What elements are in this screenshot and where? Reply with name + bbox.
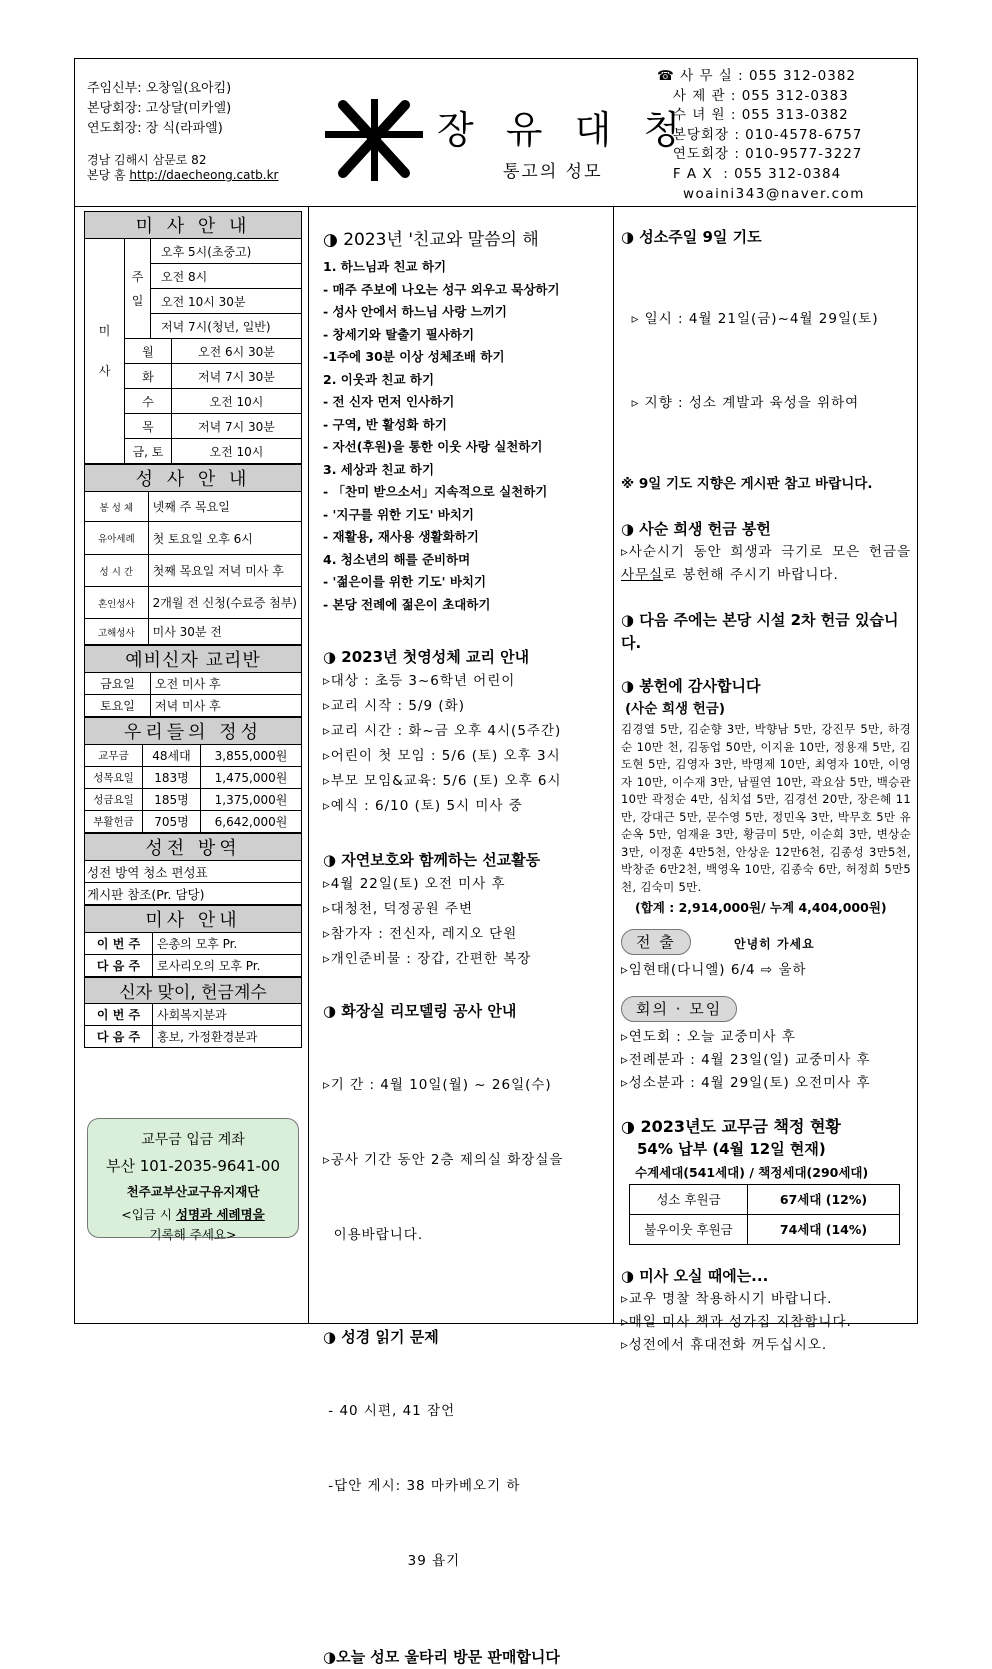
- mass-schedule-table: [84, 211, 302, 464]
- list-item: ▹기 간 : 4월 10일(월) ~ 26일(수): [323, 1077, 552, 1093]
- offering-table: [84, 717, 302, 833]
- bible-quiz-list: [323, 1349, 613, 1624]
- transfer-item: ▹임현태(다니엘) 6/4 ⇨ 울하: [621, 962, 807, 978]
- week-label: 다 음 주: [85, 1026, 153, 1048]
- offering-label: 성금요일: [85, 789, 143, 811]
- bible-quiz-title: ◑ 성경 읽기 문제: [323, 1328, 439, 1346]
- account-holder: 천주교부산교구유지재단: [126, 1184, 260, 1199]
- list-item: - 재활용, 재사용 생활화하기: [323, 529, 479, 544]
- sacrament-table: [84, 464, 302, 645]
- list-item: 2. 이웃과 친교 하기: [323, 371, 435, 387]
- sunday-mass-time: 저녁 7시(청년, 일반): [151, 314, 302, 339]
- contact-fax: F A X : 055 312-0384: [657, 165, 842, 182]
- list-item: - 매주 주보에 나오는 성구 외우고 묵상하기: [323, 281, 560, 297]
- catechumen-day: 토요일: [85, 695, 151, 717]
- sacrament-label: 성 시 간: [85, 555, 149, 587]
- list-item: ▹연도회 : 오늘 교중미사 후: [621, 1029, 796, 1045]
- bulletin-page: [74, 58, 918, 1666]
- contact-list: [657, 67, 865, 204]
- list-item: ▹성소분과 : 4월 29일(토) 오전미사 후: [621, 1075, 871, 1091]
- section-heading: 우리들의 정성: [85, 718, 302, 745]
- fund-label: 불우이웃 후원금: [630, 1215, 748, 1245]
- offering-count: 705명: [143, 811, 201, 833]
- fund-label: 성소 후원금: [630, 1185, 748, 1215]
- list-item: 4. 청소년의 해를 준비하며: [323, 551, 471, 567]
- weekday-time: 오전 6시 30분: [171, 339, 301, 364]
- sale-notice: ◑오늘 성모 울타리 방문 판매합니다: [323, 1648, 560, 1666]
- list-item: ▹매일 미사 책과 성가집 지참합니다.: [621, 1314, 852, 1330]
- sacrament-label: 혼인성사: [85, 587, 149, 619]
- sunday-mass-time: 오전 8시: [151, 264, 302, 289]
- list-item: ▹어린이 첫 모임 : 5/6 (토) 오후 3시: [323, 748, 561, 764]
- transfer-header: [621, 929, 911, 959]
- home-label: 본당 홈: [87, 168, 126, 182]
- list-item: ▹ 지향 : 성소 계발과 육성을 위하여: [621, 395, 860, 411]
- dues-households: 수계세대(541세대) / 책정세대(290세대): [635, 1165, 869, 1180]
- contact-rectory: 사 제 관 : 055 312-0383: [657, 87, 849, 104]
- sacrament-value: 첫째 목요일 저녁 미사 후: [148, 555, 301, 587]
- list-item: ▹ 일시 : 4월 21일(금)~4월 29일(토): [621, 311, 879, 327]
- next-collection-notice: ◑ 다음 주에는 본당 시설 2차 헌금 있습니다.: [621, 611, 899, 652]
- header: [75, 59, 916, 207]
- year-theme-list: [323, 256, 613, 616]
- vocation-novena-title: ◑ 성소주일 9일 기도: [621, 228, 762, 246]
- restroom-title: ◑ 화장실 리모델링 공사 안내: [323, 1002, 517, 1020]
- middle-column: [323, 229, 613, 1669]
- list-item: 1. 하느님과 친교 하기: [323, 259, 447, 274]
- sunday-mass-time: 오후 5시(초중고): [151, 239, 302, 264]
- list-item: - 성사 안에서 하느님 사랑 느끼기: [323, 304, 507, 319]
- sacrament-value: 넷째 주 목요일: [148, 492, 301, 522]
- catechumen-table: [84, 645, 302, 717]
- week-label: 이 번 주: [85, 933, 153, 955]
- weekday-label: 금, 토: [125, 439, 172, 464]
- lent-offering-title: ◑ 사순 희생 헌금 봉헌: [621, 520, 771, 538]
- account-title: 교무금 입금 계좌: [141, 1132, 245, 1148]
- section-heading: 미사 안내: [85, 906, 302, 933]
- section-heading: 성전 방역: [85, 834, 302, 861]
- list-item: - 「찬미 받으소서」지속적으로 실천하기: [323, 484, 548, 499]
- weekday-time: 저녁 7시 30분: [171, 414, 301, 439]
- list-item: - '지구를 위한 기도' 바치기: [323, 506, 474, 522]
- list-item: - '젊은이를 위한 기도' 바치기: [323, 574, 487, 589]
- restroom-list: [323, 1023, 613, 1298]
- list-item: ▹공사 기간 동안 2층 제의실 화장실을: [323, 1152, 564, 1168]
- list-item: - 창세기와 탈출기 필사하기: [323, 326, 475, 342]
- vocation-novena-list: [621, 249, 911, 473]
- contact-office: ☎ 사 무 실 : 055 312-0382: [657, 68, 856, 84]
- week-label: 다 음 주: [85, 955, 153, 977]
- contact-memorial: 연도회장 : 010-9577-3227: [657, 146, 863, 163]
- thanks-subtitle: (사순 희생 헌금): [625, 701, 725, 717]
- offering-amount: 1,475,000원: [201, 767, 302, 789]
- dues-title: ◑ 2023년도 교무금 책정 현황: [621, 1117, 841, 1136]
- list-item: ▹교리 시간 : 화~금 오후 4시(5주간): [323, 723, 562, 739]
- transfer-pill: 전 출: [621, 929, 691, 955]
- list-item: - 구역, 반 활성화 하기: [323, 416, 447, 432]
- right-column: [621, 226, 911, 1357]
- greeter-value: 사회복지분과: [153, 1004, 302, 1026]
- meeting-list: [621, 1026, 911, 1095]
- nature-mission-title: ◑ 자연보호와 함께하는 선교활동: [323, 851, 541, 869]
- farewell-text: 안녕히 가세요: [734, 937, 815, 951]
- greeter-table: [84, 977, 302, 1048]
- weekday-time: 저녁 7시 30분: [171, 364, 301, 389]
- catechumen-time: 오전 미사 후: [151, 673, 302, 695]
- list-item: ▹교우 명찰 착용하시기 바랍니다.: [621, 1291, 833, 1307]
- section-heading: 신자 맞이, 헌금계수: [85, 978, 302, 1004]
- section-heading: 예비신자 교리반: [85, 646, 302, 673]
- account-number: 부산 101-2035-9641-00: [105, 1157, 281, 1175]
- sacrament-value: 미사 30분 전: [148, 619, 301, 645]
- cross-logo-icon: [325, 95, 423, 183]
- list-item: ▹교리 시작 : 5/9 (화): [323, 698, 465, 714]
- offering-label: 성목요일: [85, 767, 143, 789]
- parish-subtitle: 통고의 성모: [503, 162, 603, 182]
- thanks-title: ◑ 봉헌에 감사합니다: [621, 677, 761, 695]
- mass-etiquette-list: [621, 1288, 911, 1357]
- account-note: <입금 시 성명과 세례명을 기록해 주세요>: [121, 1207, 265, 1242]
- weekday-time: 오전 10시: [171, 389, 301, 414]
- offering-count: 48세대: [143, 745, 201, 767]
- list-item: 3. 세상과 친교 하기: [323, 461, 435, 477]
- column-divider: [613, 207, 614, 1323]
- disinfection-table: [84, 833, 302, 905]
- list-item: 이용바랍니다.: [323, 1227, 424, 1243]
- lent-offering-text: ▹사순시기 동안 희생과 극기로 모은 헌금을 사무실로 봉헌해 주시기 바랍니다.: [621, 544, 911, 583]
- first-communion-list: [323, 669, 613, 819]
- contact-email[interactable]: woaini343@naver.com: [683, 185, 865, 202]
- fund-value: 67세대 (12%): [748, 1185, 900, 1215]
- account-box: [87, 1118, 299, 1242]
- list-item: - 전 신자 먼저 인사하기: [323, 394, 455, 409]
- disinfection-line: 게시판 참조(Pr. 담당): [85, 883, 302, 905]
- list-item: - 자선(후원)을 통한 이웃 사랑 실천하기: [323, 439, 543, 454]
- home-link[interactable]: http://daecheong.catb.kr: [129, 168, 279, 182]
- list-item: ▹전례분과 : 4월 23일(일) 교중미사 후: [621, 1052, 871, 1068]
- year-theme-title: ◑ 2023년 '친교와 말씀의 해: [323, 230, 539, 250]
- dues-percent: 54% 납부 (4월 12일 현재): [637, 1140, 826, 1158]
- mass-guide-table: [84, 905, 302, 977]
- first-communion-title: ◑ 2023년 첫영성체 교리 안내: [323, 648, 530, 666]
- list-item: - 본당 전례에 젊은이 초대하기: [323, 596, 491, 612]
- donor-list: 김경열 5만, 김순향 3만, 박향남 5만, 강진무 5만, 하경순 10만 천, 김동업 50만, 이지윤 10만, 정용재 5만, 김도현 5만, 김영자 3만, 박명제 10만, 최영자 10만, 이영자 10만, 이수재 3만, 남필연 10만, 곽요삼 5만, 백승관 10만 곽정순 4만, 심치섭 5만, 김경선 20만, 장은혜 11만, 강대근 5만, 문수영 5만, 정민옥 3만, 박무호 5만 유순옥 5만, 엄재윤 3만, 황금미 5만, 이순희 3만, 변상순 3만, 이정훈 4만5천, 안상운 12만6천, 김종성 3만5천, 박창준 6만2천, 백영옥 10만, 김종숙 6만, 허정희 5만5천, 김숙미 5만.: [621, 722, 911, 894]
- list-item: - 40 시편, 41 잠언: [323, 1403, 456, 1419]
- meeting-pill: 회의 · 모임: [621, 996, 737, 1022]
- section-heading: 성 사 안 내: [85, 465, 302, 492]
- sunday-mass-time: 오전 10시 30분: [151, 289, 302, 314]
- column-divider: [308, 207, 309, 1323]
- fund-value: 74세대 (14%): [748, 1215, 900, 1245]
- sacrament-label: 고해성사: [85, 619, 149, 645]
- disinfection-line: 성전 방역 청소 편성표: [85, 861, 302, 883]
- memorial-line: 연도회장: 장 식(라파엘): [87, 121, 223, 136]
- section-heading: 미 사 안 내: [85, 212, 302, 239]
- offering-label: 교무금: [85, 745, 143, 767]
- catechumen-day: 금요일: [85, 673, 151, 695]
- sacrament-value: 첫 토요일 오후 6시: [148, 522, 301, 555]
- mass-etiquette-title: ◑ 미사 오실 때에는...: [621, 1267, 769, 1285]
- offering-label: 부활헌금: [85, 811, 143, 833]
- sacrament-label: 유아세례: [85, 522, 149, 555]
- mass-vertical-label: 미 사: [85, 239, 125, 464]
- list-item: ▹성전에서 휴대전화 꺼두십시오.: [621, 1337, 828, 1353]
- sacrament-label: 봉 성 체: [85, 492, 149, 522]
- pastor-line: 주임신부: 오창일(요아킴): [87, 81, 232, 96]
- list-item: ▹4월 22일(토) 오전 미사 후: [323, 876, 506, 892]
- nature-mission-list: [323, 872, 613, 972]
- meeting-header: [621, 996, 911, 1026]
- list-item: -답안 게시: 38 마카베오기 하: [323, 1478, 521, 1494]
- offering-count: 183명: [143, 767, 201, 789]
- parish-title: 장 유 대 청: [437, 108, 691, 152]
- offering-amount: 1,375,000원: [201, 789, 302, 811]
- weekday-label: 화: [125, 364, 172, 389]
- clergy-info: [87, 79, 278, 183]
- president-line: 본당회장: 고상달(미카엘): [87, 101, 232, 116]
- contact-convent: 수 녀 원 : 055 313-0382: [657, 107, 849, 124]
- mass-guide-value: 은총의 모후 Pr.: [153, 933, 302, 955]
- address: 경남 김해시 삼문로 82: [87, 153, 207, 167]
- catechumen-time: 저녁 미사 후: [151, 695, 302, 717]
- list-item: ▹대상 : 초등 3~6학년 어린이: [323, 673, 516, 689]
- list-item: ▹부모 모임&교육: 5/6 (토) 오후 6시: [323, 773, 562, 789]
- donation-total: (합계 : 2,914,000원/ 누계 4,404,000원): [635, 900, 887, 915]
- weekday-time: 오전 10시: [171, 439, 301, 464]
- list-item: ▹개인준비물 : 장갑, 간편한 복장: [323, 951, 532, 967]
- greeter-value: 홍보, 가정환경분과: [153, 1026, 302, 1048]
- weekday-label: 목: [125, 414, 172, 439]
- offering-amount: 3,855,000원: [201, 745, 302, 767]
- novena-note: ※ 9일 기도 지향은 게시판 참고 바랍니다.: [621, 476, 873, 492]
- contact-president: 본당회장 : 010-4578-6757: [657, 126, 863, 143]
- mass-guide-value: 로사리오의 모후 Pr.: [153, 955, 302, 977]
- sacrament-value: 2개월 전 신청(수료증 첨부): [148, 587, 301, 619]
- support-fund-table: [629, 1184, 900, 1245]
- sunday-vertical-label: 주 일: [125, 239, 151, 339]
- weekday-label: 월: [125, 339, 172, 364]
- list-item: ▹예식 : 6/10 (토) 5시 미사 중: [323, 798, 523, 814]
- list-item: ▹대청천, 덕정공원 주변: [323, 901, 474, 917]
- offering-amount: 6,642,000원: [201, 811, 302, 833]
- list-item: ▹참가자 : 전신자, 레지오 단원: [323, 926, 518, 942]
- offering-count: 185명: [143, 789, 201, 811]
- list-item: -1주에 30분 이상 성체조배 하기: [323, 349, 505, 364]
- weekday-label: 수: [125, 389, 172, 414]
- list-item: 39 욥기: [323, 1553, 461, 1569]
- week-label: 이 번 주: [85, 1004, 153, 1026]
- sidebar: [84, 211, 302, 1048]
